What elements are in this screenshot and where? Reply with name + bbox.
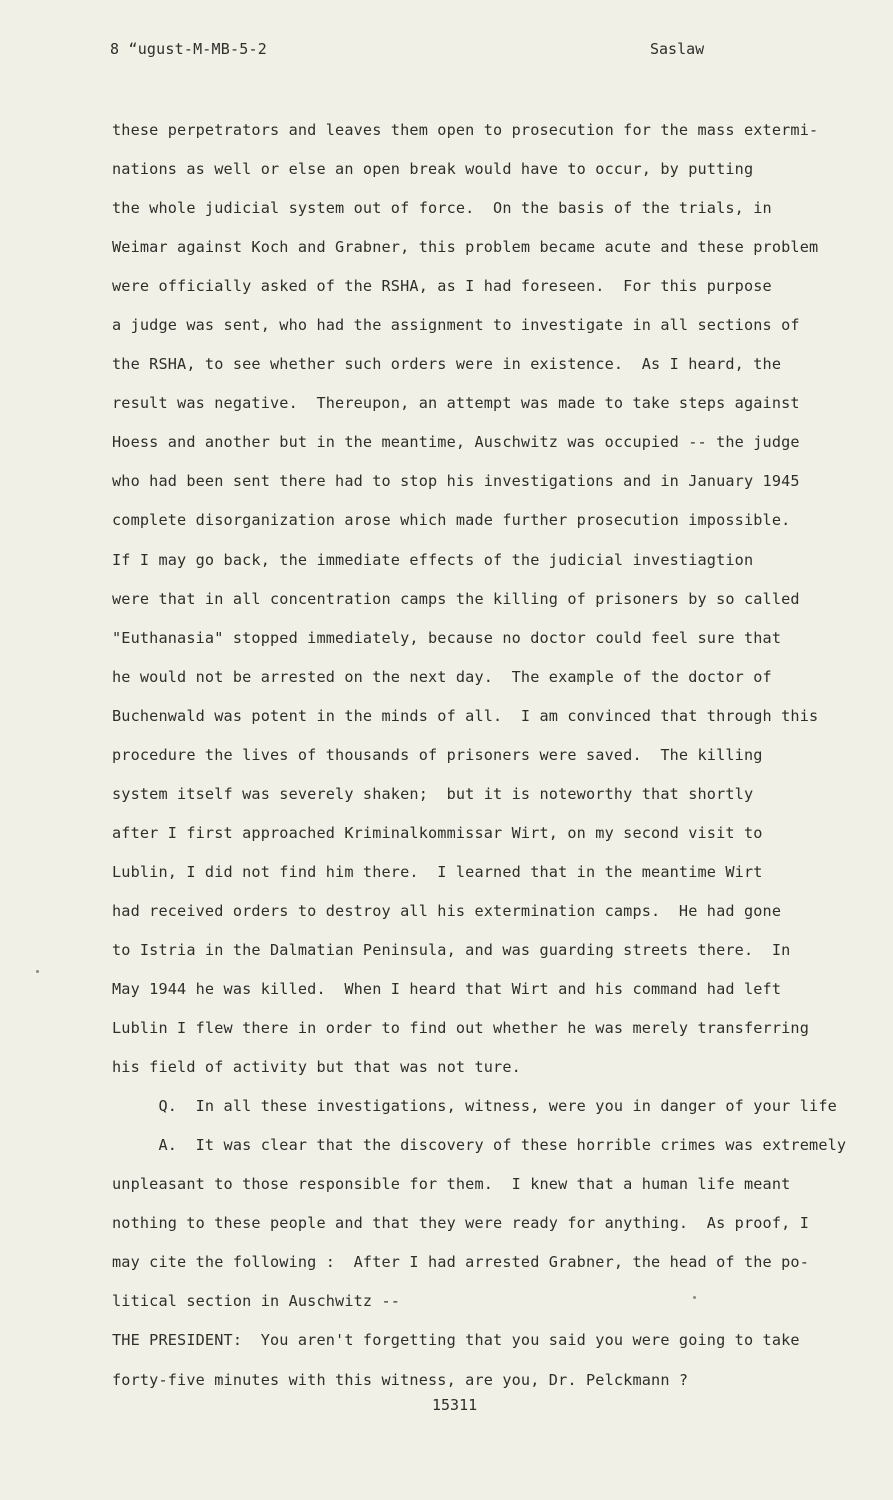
text-line: nations as well or else an open break would have to occur, by putting	[112, 160, 754, 179]
text-line: result was negative. Thereupon, an attempt was made to take steps against	[112, 394, 800, 413]
text-line: If I may go back, the immediate effects of the judicial investiagtion	[112, 550, 754, 569]
text-line: Lublin I flew there in order to find out whether he was merely transferring	[112, 1019, 810, 1038]
text-line: Weimar against Koch and Grabner, this problem became acute and these problem	[112, 238, 819, 257]
text-line: were that in all concentration camps the killing of prisoners by so called	[112, 589, 800, 608]
text-line: these perpetrators and leaves them open to prosecution for the mass extermi-	[112, 121, 819, 139]
text-line: the whole judicial system out of force. On the basis of the trials, in	[112, 199, 772, 218]
speaker-line: THE PRESIDENT: You aren't forgetting that you said you were going to take	[112, 1331, 800, 1350]
text-line: unpleasant to those responsible for them. I knew that a human life meant	[112, 1175, 791, 1194]
text-line: May 1944 he was killed. When I heard that Wirt and his command had left	[112, 980, 782, 999]
text-line: were officially asked of the RSHA, as I had foreseen. For this purpose	[112, 277, 772, 296]
text-line: the RSHA, to see whether such orders were in existence. As I heard, the	[112, 355, 782, 374]
text-line: system itself was severely shaken; but it is noteworthy that shortly	[112, 784, 754, 803]
text-line: a judge was sent, who had the assignment to investigate in all sections of	[112, 316, 800, 335]
text-line: complete disorganization arose which made further prosecution impossible.	[112, 511, 791, 530]
text-line: forty-five minutes with this witness, are you, Dr. Pelckmann ?	[112, 1370, 689, 1389]
text-line: he would not be arrested on the next day. The example of the doctor of	[112, 667, 772, 686]
question-line: Q. In all these investigations, witness, were you in danger of your life	[112, 1097, 837, 1116]
header-reference: 8 “ugust-M-MB-5-2	[110, 40, 267, 58]
text-line: Hoess and another but in the meantime, Auschwitz was occupied -- the judge	[112, 433, 800, 452]
transcript-body	[112, 117, 872, 1406]
text-line: may cite the following : After I had arrested Grabner, the head of the po-	[112, 1253, 810, 1272]
text-line: litical section in Auschwitz --	[112, 1292, 401, 1311]
text-line: Lublin, I did not find him there. I learned that in the meantime Wirt	[112, 862, 763, 881]
page-number: 15311	[432, 1396, 478, 1414]
answer-line: A. It was clear that the discovery of these horrible crimes was extremely	[112, 1136, 847, 1155]
text-line: who had been sent there had to stop his investigations and in January 1945	[112, 472, 800, 491]
text-line: "Euthanasia" stopped immediately, because no doctor could feel sure that	[112, 628, 782, 647]
text-line: procedure the lives of thousands of prisoners were saved. The killing	[112, 745, 763, 764]
text-line: nothing to these people and that they were ready for anything. As proof, I	[112, 1214, 810, 1233]
text-line: to Istria in the Dalmatian Peninsula, and was guarding streets there. In	[112, 940, 791, 959]
header-name: Saslaw	[650, 40, 705, 58]
text-line: Buchenwald was potent in the minds of all. I am convinced that through this	[112, 706, 819, 725]
paper-speck	[36, 970, 39, 973]
text-line: had received orders to destroy all his extermination camps. He had gone	[112, 901, 782, 920]
text-line: after I first approached Kriminalkommissar Wirt, on my second visit to	[112, 823, 763, 842]
paper-speck	[693, 1296, 696, 1299]
text-line: his field of activity but that was not ture.	[112, 1058, 521, 1077]
